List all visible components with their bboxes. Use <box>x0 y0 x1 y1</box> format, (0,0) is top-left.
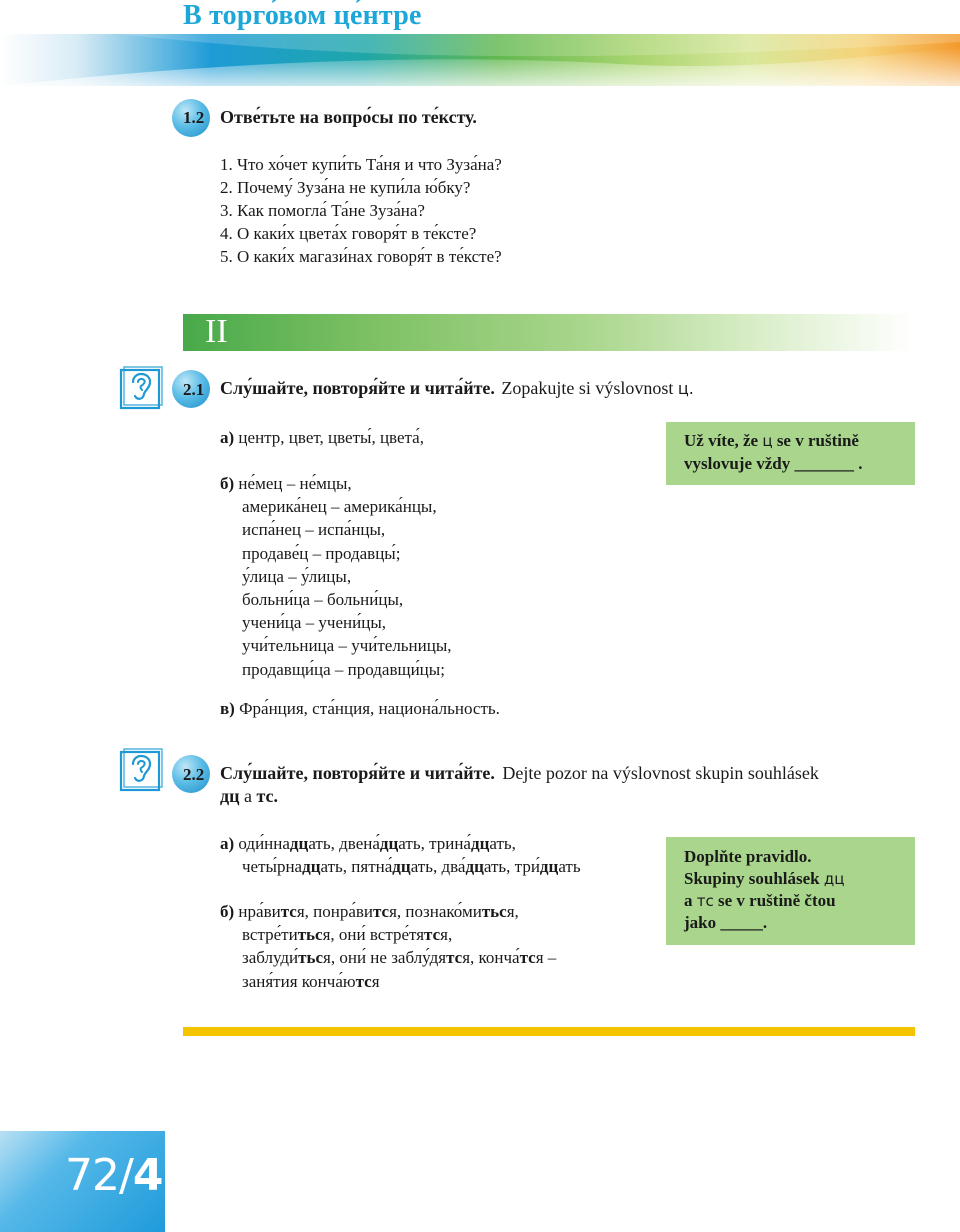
text-part: ать, пятна́ <box>320 857 393 877</box>
highlight: дц <box>470 834 490 853</box>
highlight: тс <box>355 971 372 991</box>
text-part: ать, трина́ <box>398 834 471 853</box>
tip-letter: дц <box>823 870 845 888</box>
task-number-2-2: 2.2 <box>183 765 205 784</box>
letter-group: дц <box>220 786 240 806</box>
unit-number: 4 <box>132 1150 163 1201</box>
tip-2-2-line-3 <box>684 890 836 913</box>
highlight: тс <box>424 925 441 945</box>
exercise-2-1-a-text: центр, цвет, цветы́, цвета́, <box>238 428 424 447</box>
exercise-2-1-c-text: Фра́нция, ста́нция, национа́льность. <box>239 699 500 718</box>
question-5: 5. О каки́х магази́нах говоря́т в те́ксте? <box>220 247 502 266</box>
word-pair: больни́ца – больни́цы, <box>242 590 404 610</box>
letter-group: тс. <box>256 786 279 806</box>
tip-text: a <box>684 891 693 910</box>
text-part: ать <box>558 857 581 877</box>
text-part: я, познако́ми <box>389 902 482 921</box>
exercise-2-1-b <box>220 472 452 681</box>
question-1: 1. Что хо́чет купи́ть Та́ня и что Зуза́на? <box>220 155 502 174</box>
word-pair: продавщи́ца – продавщи́цы; <box>242 659 445 679</box>
task-title-1-2: Отве́тьте на вопро́сы по те́ксту. <box>220 107 477 127</box>
header-band-graphic <box>0 34 960 86</box>
text-part: я, они́ не заблу́дя <box>323 948 447 968</box>
word-pair: испа́нец – испа́нцы, <box>242 520 386 540</box>
text-part: я, конча́ <box>462 948 520 968</box>
text-part: я, они́ встре́тя <box>322 925 425 945</box>
highlight: тьс <box>481 902 507 921</box>
page-title: В торго́вом це́нтре <box>183 0 422 31</box>
ear-icon <box>119 366 163 415</box>
marker-c: в) <box>220 699 235 718</box>
bottom-rule <box>183 1027 915 1036</box>
tip-text: Skupiny souhlásek <box>684 869 820 888</box>
tip-2-2-line-1: Doplňte pravidlo. <box>684 847 812 866</box>
exercise-2-2-b-line-3 <box>220 946 556 969</box>
section-bar <box>183 314 913 351</box>
text-part: заблуди́ <box>242 948 299 968</box>
task-title-2-2-cz: Dejte pozor na výslovnost skupin souhlásek <box>502 763 819 783</box>
text-part: я <box>371 971 380 991</box>
tip-text: se v ruštině <box>776 431 859 450</box>
task-title-2-2 <box>220 763 819 784</box>
highlight: тс <box>519 948 536 968</box>
exercise-2-2-a-line-2 <box>220 855 581 878</box>
conjunction: a <box>243 786 252 806</box>
text-part: ать, два́ <box>410 857 466 877</box>
tip-text: se v ruštině čtou <box>718 891 836 910</box>
exercise-2-2-b-line-2 <box>220 923 556 946</box>
exercise-2-2-a-line-1 <box>220 832 581 855</box>
text-part: встре́ти <box>242 925 298 945</box>
text-part: нра́ви <box>238 902 281 921</box>
tip-2-2-line-2 <box>684 868 844 891</box>
word-pair: учени́ца – учени́цы, <box>242 613 386 633</box>
tip-letter: тс <box>696 892 714 910</box>
exercise-2-2-a <box>220 832 581 878</box>
text-part: ать, двена́ <box>308 834 380 853</box>
highlight: дц <box>465 857 484 877</box>
text-part: ать, три́ <box>483 857 540 877</box>
task-number-1-2: 1.2 <box>183 108 205 127</box>
word-pair: продаве́ц – продавцы́; <box>242 543 401 563</box>
marker-a: а) <box>220 834 235 853</box>
page-number <box>65 1150 162 1201</box>
exercise-2-2-b-line-1 <box>220 900 556 923</box>
highlight: тс <box>446 948 463 968</box>
word-pair: америка́нец – америка́нцы, <box>242 497 437 517</box>
exercise-2-2-b <box>220 900 556 993</box>
tip-text: Už víte, že <box>684 431 759 450</box>
tip-box-2-2 <box>666 837 915 945</box>
page-number-text: 72/ <box>65 1150 133 1201</box>
highlight: тс <box>373 902 390 921</box>
text-part: заня́тия конча́ю <box>242 971 356 991</box>
question-2: 2. Почему́ Зуза́на не купи́ла ю́бку? <box>220 178 471 197</box>
highlight: дц <box>379 834 399 853</box>
ear-icon <box>119 748 163 797</box>
header-color-band <box>0 34 960 86</box>
word-pair: у́лица – у́лицы, <box>242 566 352 586</box>
text-part: ать, <box>489 834 516 853</box>
highlight: дц <box>392 857 411 877</box>
task-title-2-2-line-2 <box>220 786 278 807</box>
word-pair: не́мец – не́мцы, <box>238 474 352 493</box>
marker-a: а) <box>220 428 235 447</box>
task-title-2-1-cz: Zopakujte si výslovnost <box>501 378 674 398</box>
task-title-2-1-ru: Слу́шайте, повторя́йте и чита́йте. <box>220 378 495 398</box>
text-part: четы́рна <box>242 857 303 877</box>
text-part: оди́нна <box>238 834 290 853</box>
exercise-2-1-a <box>220 426 424 449</box>
highlight: дц <box>539 857 559 877</box>
text-part: я – <box>535 948 557 968</box>
tip-box-2-1 <box>666 422 915 485</box>
exercise-2-2-b-line-4 <box>220 970 556 993</box>
text-part: я, понра́ви <box>296 902 373 921</box>
highlight: тьс <box>297 925 323 945</box>
section-number: II <box>205 313 228 350</box>
tip-2-2-line-4: jako _____. <box>684 913 768 932</box>
marker-b: б) <box>220 474 235 493</box>
text-part: я, <box>506 902 519 921</box>
question-3: 3. Как помогла́ Та́не Зуза́на? <box>220 201 425 220</box>
highlight: тс <box>280 902 297 921</box>
text-part: я, <box>440 925 453 945</box>
tip-2-1-line-1 <box>684 430 859 453</box>
question-4: 4. О каки́х цвета́х говоря́т в те́ксте? <box>220 224 477 243</box>
task-title-2-1 <box>220 378 694 399</box>
word-pair: учи́тельница – учи́тельницы, <box>242 636 452 656</box>
highlight: дц <box>289 834 309 853</box>
tip-letter: ц <box>762 432 773 450</box>
exercise-2-1-c <box>220 697 500 720</box>
highlight: дц <box>302 857 321 877</box>
task-title-2-2-ru: Слу́шайте, повторя́йте и чита́йте. <box>220 763 495 783</box>
marker-b: б) <box>220 902 235 921</box>
task-title-2-1-letter: ц. <box>677 379 694 398</box>
tip-2-1-line-2: vyslovuje vždy _______ . <box>684 454 863 473</box>
highlight: тьс <box>298 948 324 968</box>
task-number-2-1: 2.1 <box>183 380 205 399</box>
